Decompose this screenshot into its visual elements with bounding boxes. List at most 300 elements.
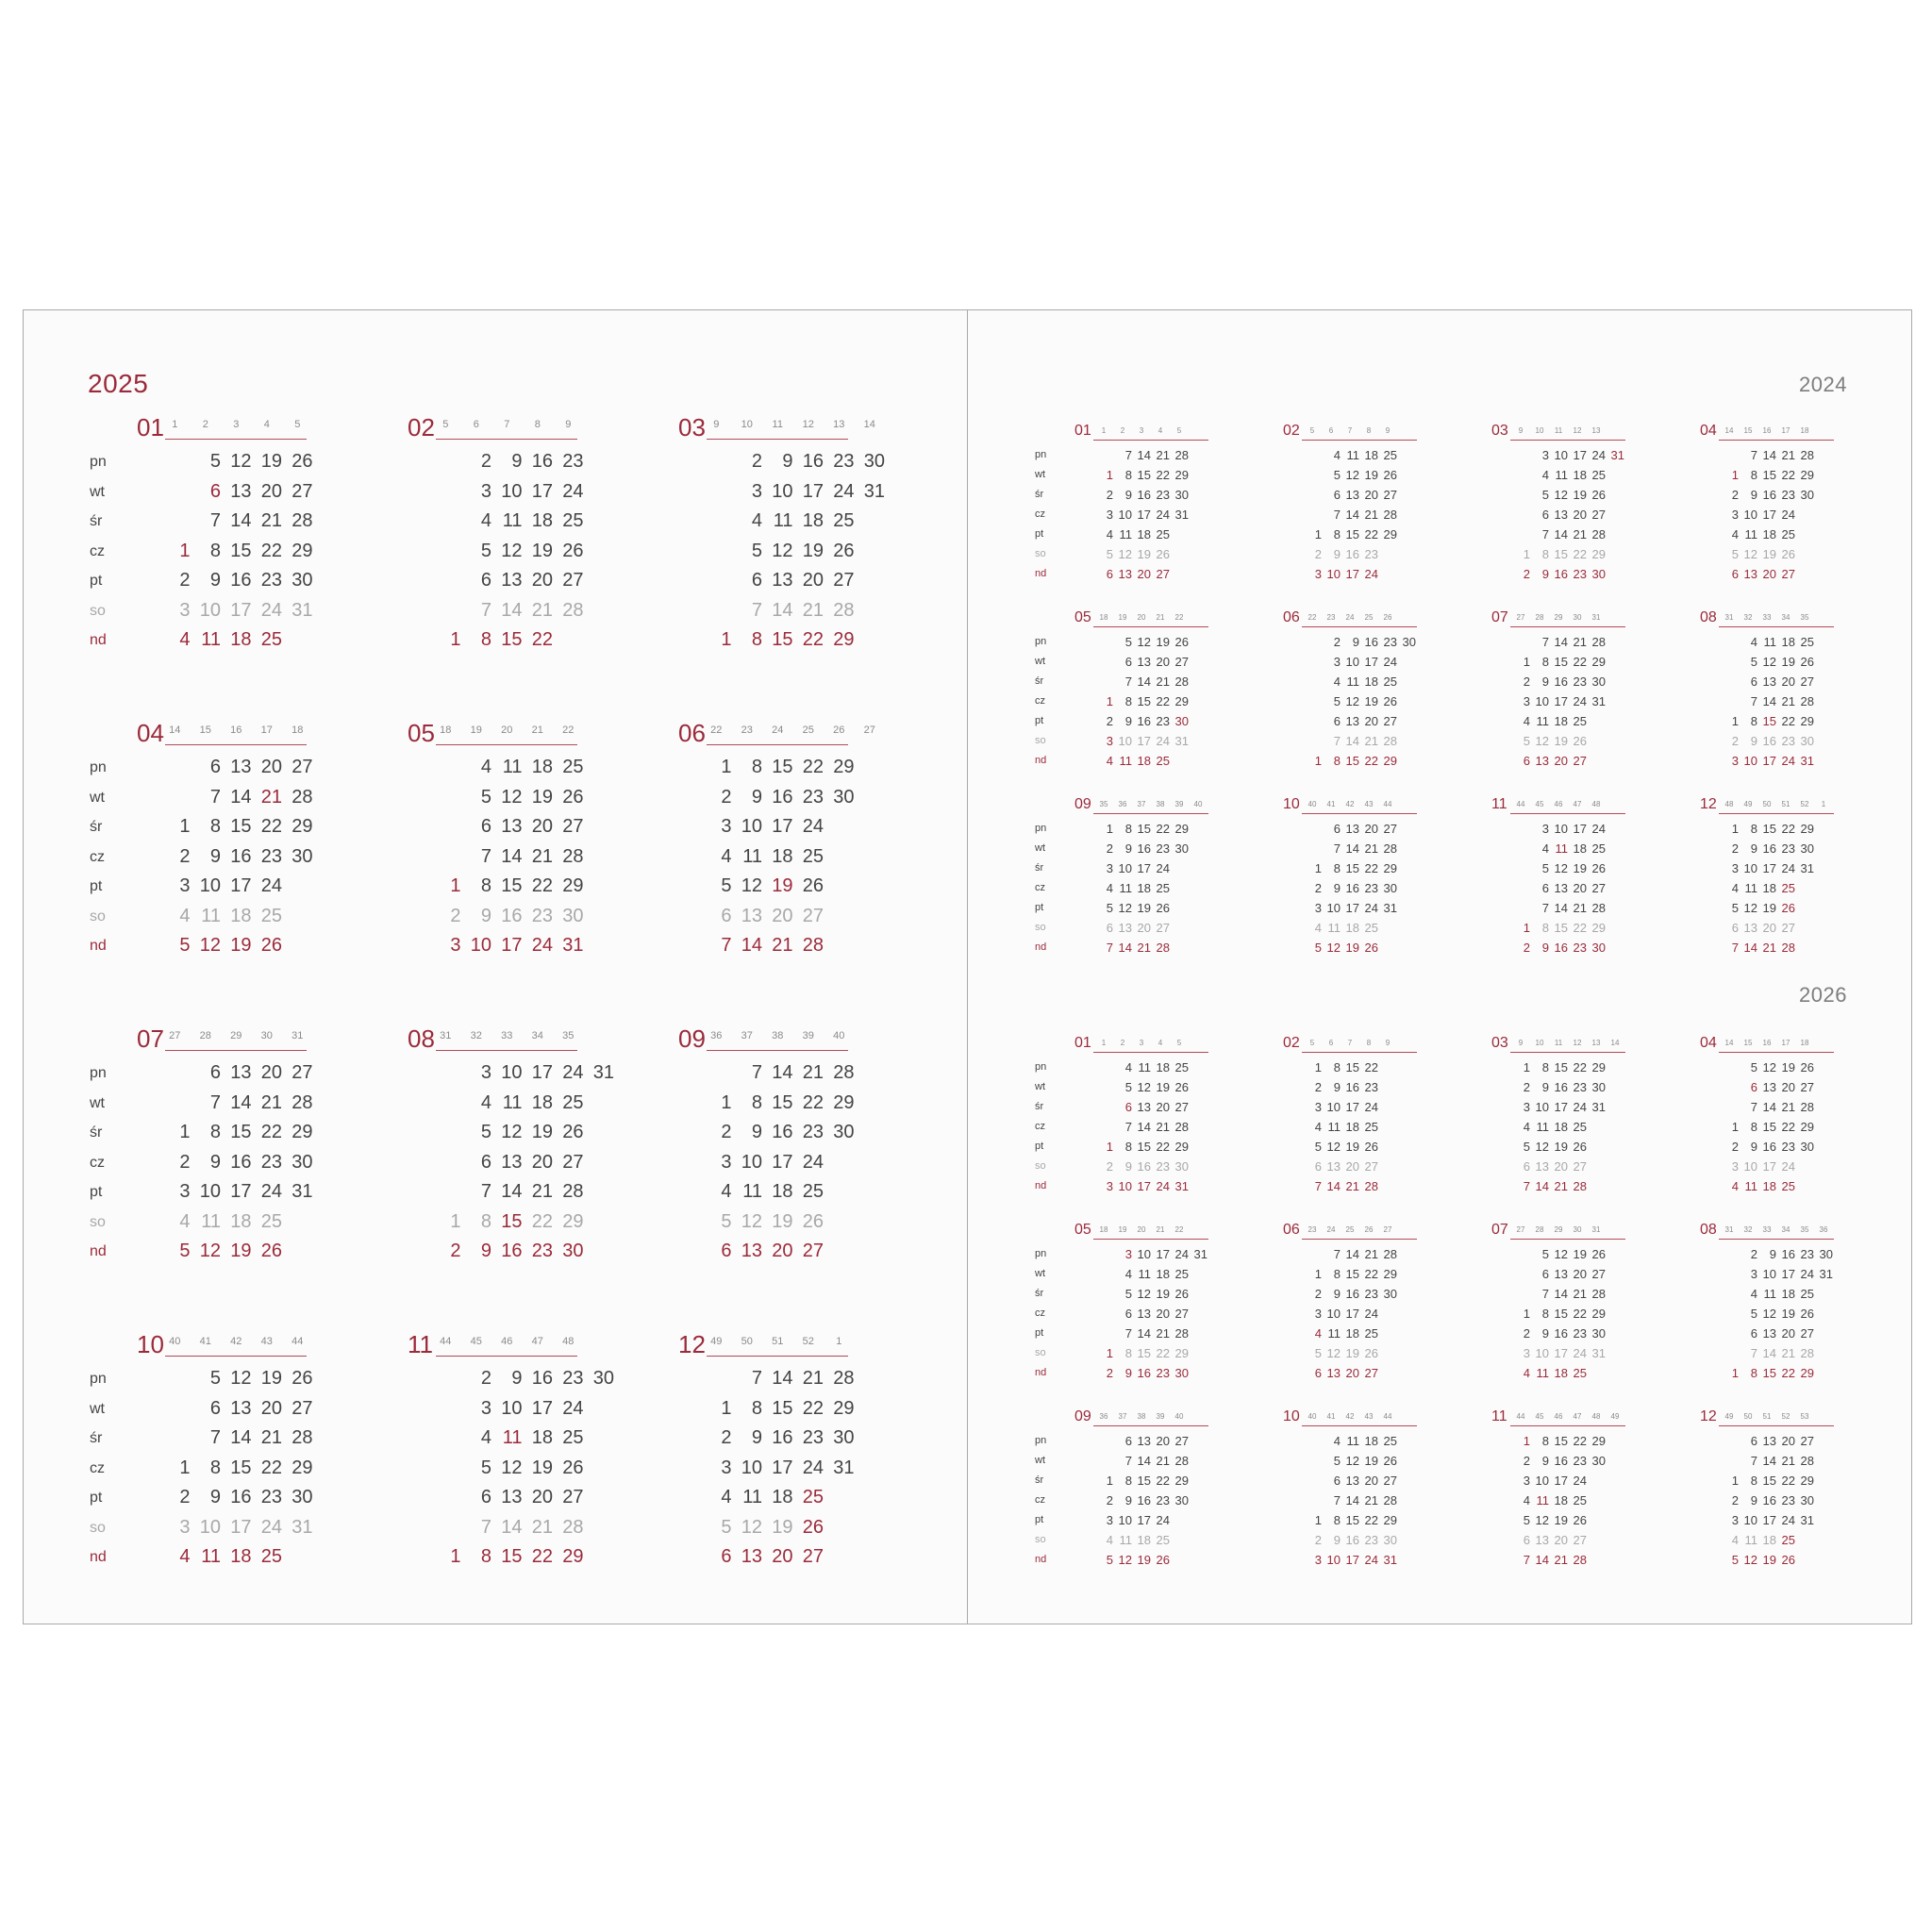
day-cell: 25 (1156, 881, 1170, 895)
day-cell: 22 (1781, 822, 1795, 836)
month-rule (1302, 440, 1417, 441)
day-cell: 17 (772, 816, 793, 837)
day-cell: 31 (1383, 901, 1397, 915)
day-cell: 2 (1106, 488, 1113, 502)
day-cell: 10 (741, 816, 762, 837)
month-number: 05 (408, 719, 435, 747)
day-name: nd (90, 632, 107, 648)
day-name: so (1035, 922, 1046, 933)
day-cell: 8 (1124, 1346, 1132, 1360)
day-cell: 6 (721, 1241, 732, 1261)
day-cell: 8 (480, 875, 491, 896)
day-cell: 20 (772, 905, 793, 926)
day-cell: 27 (802, 1241, 824, 1261)
day-name: pt (1035, 528, 1044, 540)
day-cell: 1 (1106, 1474, 1113, 1488)
day-cell: 15 (1554, 655, 1568, 669)
day-cell: 16 (531, 451, 553, 472)
month-number: 04 (1700, 1035, 1717, 1051)
day-cell: 26 (291, 1368, 313, 1389)
day-cell: 28 (1156, 941, 1170, 955)
day-cell: 9 (480, 905, 491, 926)
day-cell: 16 (1345, 1080, 1359, 1094)
day-cell: 29 (1591, 1434, 1606, 1448)
day-cell: 6 (209, 1397, 221, 1419)
day-cell: 6 (1124, 655, 1132, 669)
week-number: 20 (501, 724, 513, 736)
month-number: 09 (678, 1024, 706, 1053)
day-cell: 17 (772, 1151, 793, 1173)
day-cell: 10 (1743, 754, 1757, 768)
day-cell: 27 (1573, 1533, 1587, 1547)
day-cell: 19 (230, 935, 252, 956)
week-number: 37 (1137, 800, 1146, 808)
day-cell: 19 (1345, 941, 1359, 955)
day-cell: 2 (1314, 1533, 1322, 1547)
week-number: 9 (1518, 426, 1524, 435)
day-cell: 13 (501, 1151, 523, 1173)
day-cell: 26 (1591, 1247, 1606, 1261)
day-cell: 4 (1523, 1366, 1530, 1380)
day-cell: 13 (1345, 488, 1359, 502)
day-cell: 22 (260, 1457, 282, 1478)
week-number: 12 (1573, 1039, 1582, 1047)
week-number: 8 (1366, 426, 1372, 435)
day-cell: 21 (531, 845, 553, 867)
day-name: śr (1035, 1101, 1044, 1112)
day-cell: 24 (1573, 1100, 1587, 1114)
day-cell: 9 (511, 451, 523, 472)
day-cell: 22 (1364, 861, 1378, 875)
day-cell: 24 (802, 1457, 824, 1478)
day-name: pn (1035, 1435, 1047, 1446)
day-cell: 9 (1541, 1080, 1549, 1094)
day-cell: 1 (1731, 1366, 1739, 1380)
day-cell: 11 (1763, 635, 1776, 649)
day-cell: 14 (501, 1181, 523, 1202)
day-cell: 7 (1731, 941, 1739, 955)
day-cell: 27 (291, 1397, 313, 1419)
day-cell: 2 (480, 451, 491, 472)
day-cell: 16 (802, 451, 824, 472)
day-cell: 8 (1333, 754, 1341, 768)
day-cell: 23 (1781, 1493, 1795, 1507)
day-name: wt (1035, 656, 1045, 667)
day-cell: 28 (1800, 448, 1814, 462)
day-cell: 23 (1781, 841, 1795, 856)
day-cell: 14 (1137, 1120, 1151, 1134)
day-cell: 13 (1118, 567, 1132, 581)
day-cell: 3 (1523, 694, 1530, 708)
day-cell: 16 (1554, 675, 1568, 689)
day-cell: 22 (1781, 714, 1795, 728)
day-cell: 12 (1326, 1346, 1341, 1360)
day-cell: 23 (1156, 841, 1170, 856)
month-rule (436, 1050, 577, 1051)
week-number: 22 (562, 724, 575, 736)
week-number: 23 (1326, 613, 1336, 622)
day-cell: 25 (1781, 1533, 1795, 1547)
day-cell: 27 (1383, 714, 1397, 728)
day-cell: 16 (1137, 714, 1151, 728)
month-rule (165, 1050, 307, 1051)
week-number: 38 (1156, 800, 1165, 808)
day-cell: 24 (1364, 1100, 1378, 1114)
day-cell: 19 (1762, 547, 1776, 561)
day-cell: 31 (1610, 448, 1624, 462)
month-number: 10 (1283, 1408, 1300, 1424)
day-cell: 3 (1731, 861, 1739, 875)
day-cell: 1 (179, 540, 191, 561)
day-cell: 18 (1554, 1120, 1568, 1134)
day-cell: 11 (742, 1181, 762, 1202)
day-cell: 4 (179, 629, 191, 650)
day-cell: 6 (1731, 921, 1739, 935)
day-cell: 31 (1591, 1346, 1606, 1360)
day-cell: 22 (1364, 1060, 1378, 1074)
day-cell: 5 (1106, 901, 1113, 915)
week-number: 21 (531, 724, 543, 736)
day-cell: 12 (1137, 635, 1151, 649)
day-cell: 11 (1119, 1533, 1132, 1547)
day-cell: 28 (802, 935, 824, 956)
day-cell: 4 (1314, 1326, 1322, 1341)
day-cell: 3 (1314, 1307, 1322, 1321)
day-cell: 24 (1781, 1159, 1795, 1174)
day-cell: 11 (1555, 841, 1568, 856)
day-cell: 27 (562, 816, 584, 837)
week-number: 19 (1118, 613, 1127, 622)
month-rule (1302, 626, 1417, 627)
day-cell: 2 (1523, 1080, 1530, 1094)
day-cell: 17 (1364, 655, 1378, 669)
day-name: śr (90, 819, 103, 835)
day-cell: 15 (1345, 1267, 1359, 1281)
week-number: 34 (531, 1030, 543, 1041)
week-number: 14 (1610, 1039, 1620, 1047)
day-cell: 26 (1781, 1553, 1795, 1567)
day-cell: 28 (1174, 448, 1189, 462)
day-cell: 26 (802, 1516, 824, 1538)
day-cell: 1 (1106, 1346, 1113, 1360)
day-cell: 7 (1523, 1553, 1530, 1567)
week-number: 47 (531, 1336, 543, 1347)
day-cell: 1 (1106, 1140, 1113, 1154)
month-number: 08 (1700, 1222, 1717, 1238)
week-number: 32 (1743, 613, 1753, 622)
day-cell: 23 (1364, 1080, 1378, 1094)
day-cell: 10 (1535, 694, 1549, 708)
day-cell: 2 (1106, 714, 1113, 728)
month-number: 10 (137, 1330, 164, 1358)
day-cell: 19 (1781, 1060, 1795, 1074)
day-cell: 15 (1762, 1366, 1776, 1380)
day-cell: 10 (772, 480, 793, 502)
day-cell: 5 (1541, 1247, 1549, 1261)
week-number: 41 (199, 1336, 211, 1347)
day-name: pt (1035, 902, 1044, 913)
month-number: 03 (678, 413, 706, 441)
day-cell: 12 (501, 1457, 523, 1478)
day-cell: 3 (1523, 1100, 1530, 1114)
day-cell: 4 (1314, 1120, 1322, 1134)
day-name: śr (1035, 1474, 1044, 1486)
day-cell: 29 (833, 1397, 855, 1419)
day-cell: 9 (209, 1487, 221, 1507)
day-cell: 9 (1541, 1454, 1549, 1468)
day-cell: 12 (1743, 547, 1757, 561)
day-cell: 26 (1591, 488, 1606, 502)
week-number: 52 (1800, 800, 1809, 808)
day-cell: 26 (1800, 1060, 1814, 1074)
day-cell: 3 (1541, 448, 1549, 462)
month-rule (1510, 1052, 1625, 1053)
day-cell: 26 (1781, 547, 1795, 561)
day-cell: 15 (1137, 1474, 1151, 1488)
month-number: 05 (1074, 1222, 1091, 1238)
day-cell: 8 (1124, 822, 1132, 836)
day-cell: 10 (199, 875, 221, 896)
day-cell: 30 (1591, 567, 1606, 581)
day-cell: 24 (802, 1151, 824, 1173)
week-number: 28 (199, 1030, 211, 1041)
day-cell: 4 (1124, 1267, 1132, 1281)
day-cell: 20 (1345, 1366, 1359, 1380)
day-cell: 26 (1800, 655, 1814, 669)
day-cell: 9 (751, 1427, 762, 1448)
day-cell: 10 (1762, 1267, 1776, 1281)
month-number: 08 (1700, 609, 1717, 625)
day-cell: 27 (802, 905, 824, 926)
day-cell: 12 (230, 451, 252, 472)
day-cell: 27 (1781, 921, 1795, 935)
day-name: pn (1035, 636, 1047, 647)
day-cell: 9 (1750, 734, 1757, 748)
day-cell: 19 (1345, 1140, 1359, 1154)
month-number: 02 (408, 413, 435, 441)
day-cell: 17 (1554, 1346, 1568, 1360)
day-cell: 14 (230, 786, 252, 808)
day-cell: 18 (1137, 1533, 1151, 1547)
week-number: 51 (1762, 1412, 1772, 1421)
day-cell: 7 (1314, 1179, 1322, 1193)
week-number: 12 (802, 419, 814, 430)
day-cell: 6 (480, 1487, 491, 1507)
day-name: wt (90, 789, 105, 806)
day-cell: 1 (1731, 468, 1739, 482)
week-number: 4 (1158, 1039, 1163, 1047)
day-cell: 17 (230, 1181, 252, 1202)
day-cell: 4 (1333, 1434, 1341, 1448)
day-cell: 22 (260, 816, 282, 837)
day-cell: 30 (1800, 1140, 1814, 1154)
day-cell: 29 (291, 816, 313, 837)
day-cell: 16 (1137, 488, 1151, 502)
day-cell: 8 (209, 1457, 221, 1478)
day-cell: 3 (721, 1151, 732, 1173)
day-cell: 5 (480, 786, 491, 808)
day-name: nd (1035, 1180, 1047, 1191)
week-number: 34 (1781, 1225, 1790, 1234)
day-cell: 1 (721, 1397, 732, 1419)
week-number: 26 (1364, 1225, 1374, 1234)
day-cell: 25 (1573, 1493, 1587, 1507)
week-number: 42 (1345, 800, 1355, 808)
day-cell: 30 (1383, 1533, 1397, 1547)
day-cell: 24 (1781, 1513, 1795, 1527)
day-cell: 13 (1554, 881, 1568, 895)
day-cell: 16 (1137, 1493, 1151, 1507)
day-name: pn (1035, 1248, 1047, 1259)
week-number: 29 (230, 1030, 242, 1041)
week-number: 29 (1554, 1225, 1563, 1234)
week-number: 43 (1364, 1412, 1374, 1421)
day-cell: 5 (1731, 547, 1739, 561)
day-cell: 7 (1333, 1493, 1341, 1507)
day-cell: 12 (1326, 941, 1341, 955)
day-cell: 28 (1573, 1179, 1587, 1193)
day-cell: 22 (1573, 655, 1587, 669)
day-cell: 25 (1156, 754, 1170, 768)
day-cell: 2 (1106, 1493, 1113, 1507)
day-cell: 4 (480, 1427, 491, 1448)
day-cell: 24 (1573, 1346, 1587, 1360)
day-cell: 18 (1345, 1326, 1359, 1341)
week-number: 48 (562, 1336, 575, 1347)
day-cell: 7 (480, 599, 491, 621)
week-number: 20 (1137, 613, 1146, 622)
day-cell: 22 (1156, 822, 1170, 836)
day-cell: 9 (1124, 714, 1132, 728)
day-cell: 10 (1137, 1247, 1151, 1261)
day-cell: 4 (1541, 468, 1549, 482)
day-cell: 23 (802, 1427, 824, 1448)
month-rule (1302, 1239, 1417, 1240)
day-cell: 8 (1124, 694, 1132, 708)
day-cell: 19 (1137, 901, 1151, 915)
day-cell: 9 (782, 451, 793, 472)
day-cell: 14 (1762, 1100, 1776, 1114)
day-cell: 30 (833, 786, 855, 808)
day-cell: 10 (1326, 567, 1341, 581)
day-cell: 19 (1156, 635, 1170, 649)
day-name: śr (90, 513, 103, 529)
day-cell: 29 (1591, 1307, 1606, 1321)
day-cell: 18 (230, 1546, 252, 1567)
day-cell: 31 (562, 935, 584, 956)
week-number: 17 (260, 724, 273, 736)
day-cell: 2 (1731, 1140, 1739, 1154)
day-name: śr (90, 1430, 103, 1446)
month-rule (1719, 1239, 1834, 1240)
week-number: 9 (565, 419, 572, 430)
day-cell: 5 (1106, 1553, 1113, 1567)
day-cell: 29 (1383, 527, 1397, 541)
day-cell: 17 (1345, 567, 1359, 581)
day-cell: 23 (1573, 675, 1587, 689)
week-number: 25 (1364, 613, 1374, 622)
day-cell: 23 (833, 451, 855, 472)
day-cell: 28 (1174, 1120, 1189, 1134)
day-cell: 7 (1124, 448, 1132, 462)
day-name: nd (1035, 1367, 1047, 1378)
day-cell: 14 (1554, 901, 1568, 915)
day-cell: 15 (1345, 754, 1359, 768)
day-cell: 13 (1137, 1100, 1151, 1114)
day-cell: 21 (1364, 508, 1378, 522)
day-cell: 24 (1364, 901, 1378, 915)
day-name: so (90, 1519, 106, 1536)
day-cell: 9 (209, 1151, 221, 1173)
day-cell: 23 (260, 1151, 282, 1173)
week-number: 39 (1156, 1412, 1165, 1421)
day-cell: 2 (1750, 1247, 1757, 1261)
day-cell: 11 (1119, 881, 1132, 895)
day-cell: 6 (1750, 1326, 1757, 1341)
day-cell: 18 (1156, 1267, 1170, 1281)
week-number: 9 (713, 419, 720, 430)
day-cell: 18 (1762, 527, 1776, 541)
day-cell: 12 (1326, 1140, 1341, 1154)
day-cell: 6 (1750, 1434, 1757, 1448)
day-cell: 24 (260, 875, 282, 896)
day-cell: 18 (1345, 921, 1359, 935)
week-number: 33 (1762, 1225, 1772, 1234)
day-cell: 11 (1744, 1179, 1757, 1193)
day-cell: 15 (1137, 1140, 1151, 1154)
month-number: 11 (408, 1330, 433, 1358)
week-number: 27 (1516, 1225, 1525, 1234)
week-number: 28 (1535, 1225, 1544, 1234)
day-cell: 22 (1156, 468, 1170, 482)
day-cell: 19 (1573, 488, 1587, 502)
day-cell: 26 (260, 935, 282, 956)
day-cell: 7 (1750, 1346, 1757, 1360)
day-cell: 24 (260, 599, 282, 621)
day-cell: 7 (1124, 1120, 1132, 1134)
day-cell: 14 (1535, 1179, 1549, 1193)
day-cell: 28 (1383, 508, 1397, 522)
day-cell: 28 (1383, 841, 1397, 856)
day-cell: 27 (1383, 822, 1397, 836)
month-rule (1510, 626, 1625, 627)
day-cell: 20 (772, 1546, 793, 1567)
day-cell: 19 (1781, 1307, 1795, 1321)
day-cell: 11 (502, 757, 523, 777)
day-cell: 7 (751, 1062, 762, 1083)
week-number: 44 (291, 1336, 304, 1347)
day-cell: 10 (199, 1181, 221, 1202)
day-cell: 1 (1314, 861, 1322, 875)
day-cell: 3 (450, 935, 461, 956)
day-cell: 24 (1156, 734, 1170, 748)
day-cell: 30 (291, 845, 313, 867)
day-cell: 17 (531, 480, 553, 502)
day-cell: 11 (1138, 1267, 1151, 1281)
day-cell: 3 (1731, 1159, 1739, 1174)
day-cell: 7 (751, 1368, 762, 1389)
day-cell: 24 (562, 1397, 584, 1419)
week-number: 24 (1326, 1225, 1336, 1234)
day-cell: 1 (1731, 1474, 1739, 1488)
day-cell: 9 (1541, 567, 1549, 581)
day-cell: 31 (1591, 1100, 1606, 1114)
day-cell: 17 (531, 1062, 553, 1083)
day-cell: 17 (501, 935, 523, 956)
day-cell: 4 (179, 1546, 191, 1567)
day-cell: 20 (1554, 1533, 1568, 1547)
day-cell: 24 (1591, 448, 1606, 462)
